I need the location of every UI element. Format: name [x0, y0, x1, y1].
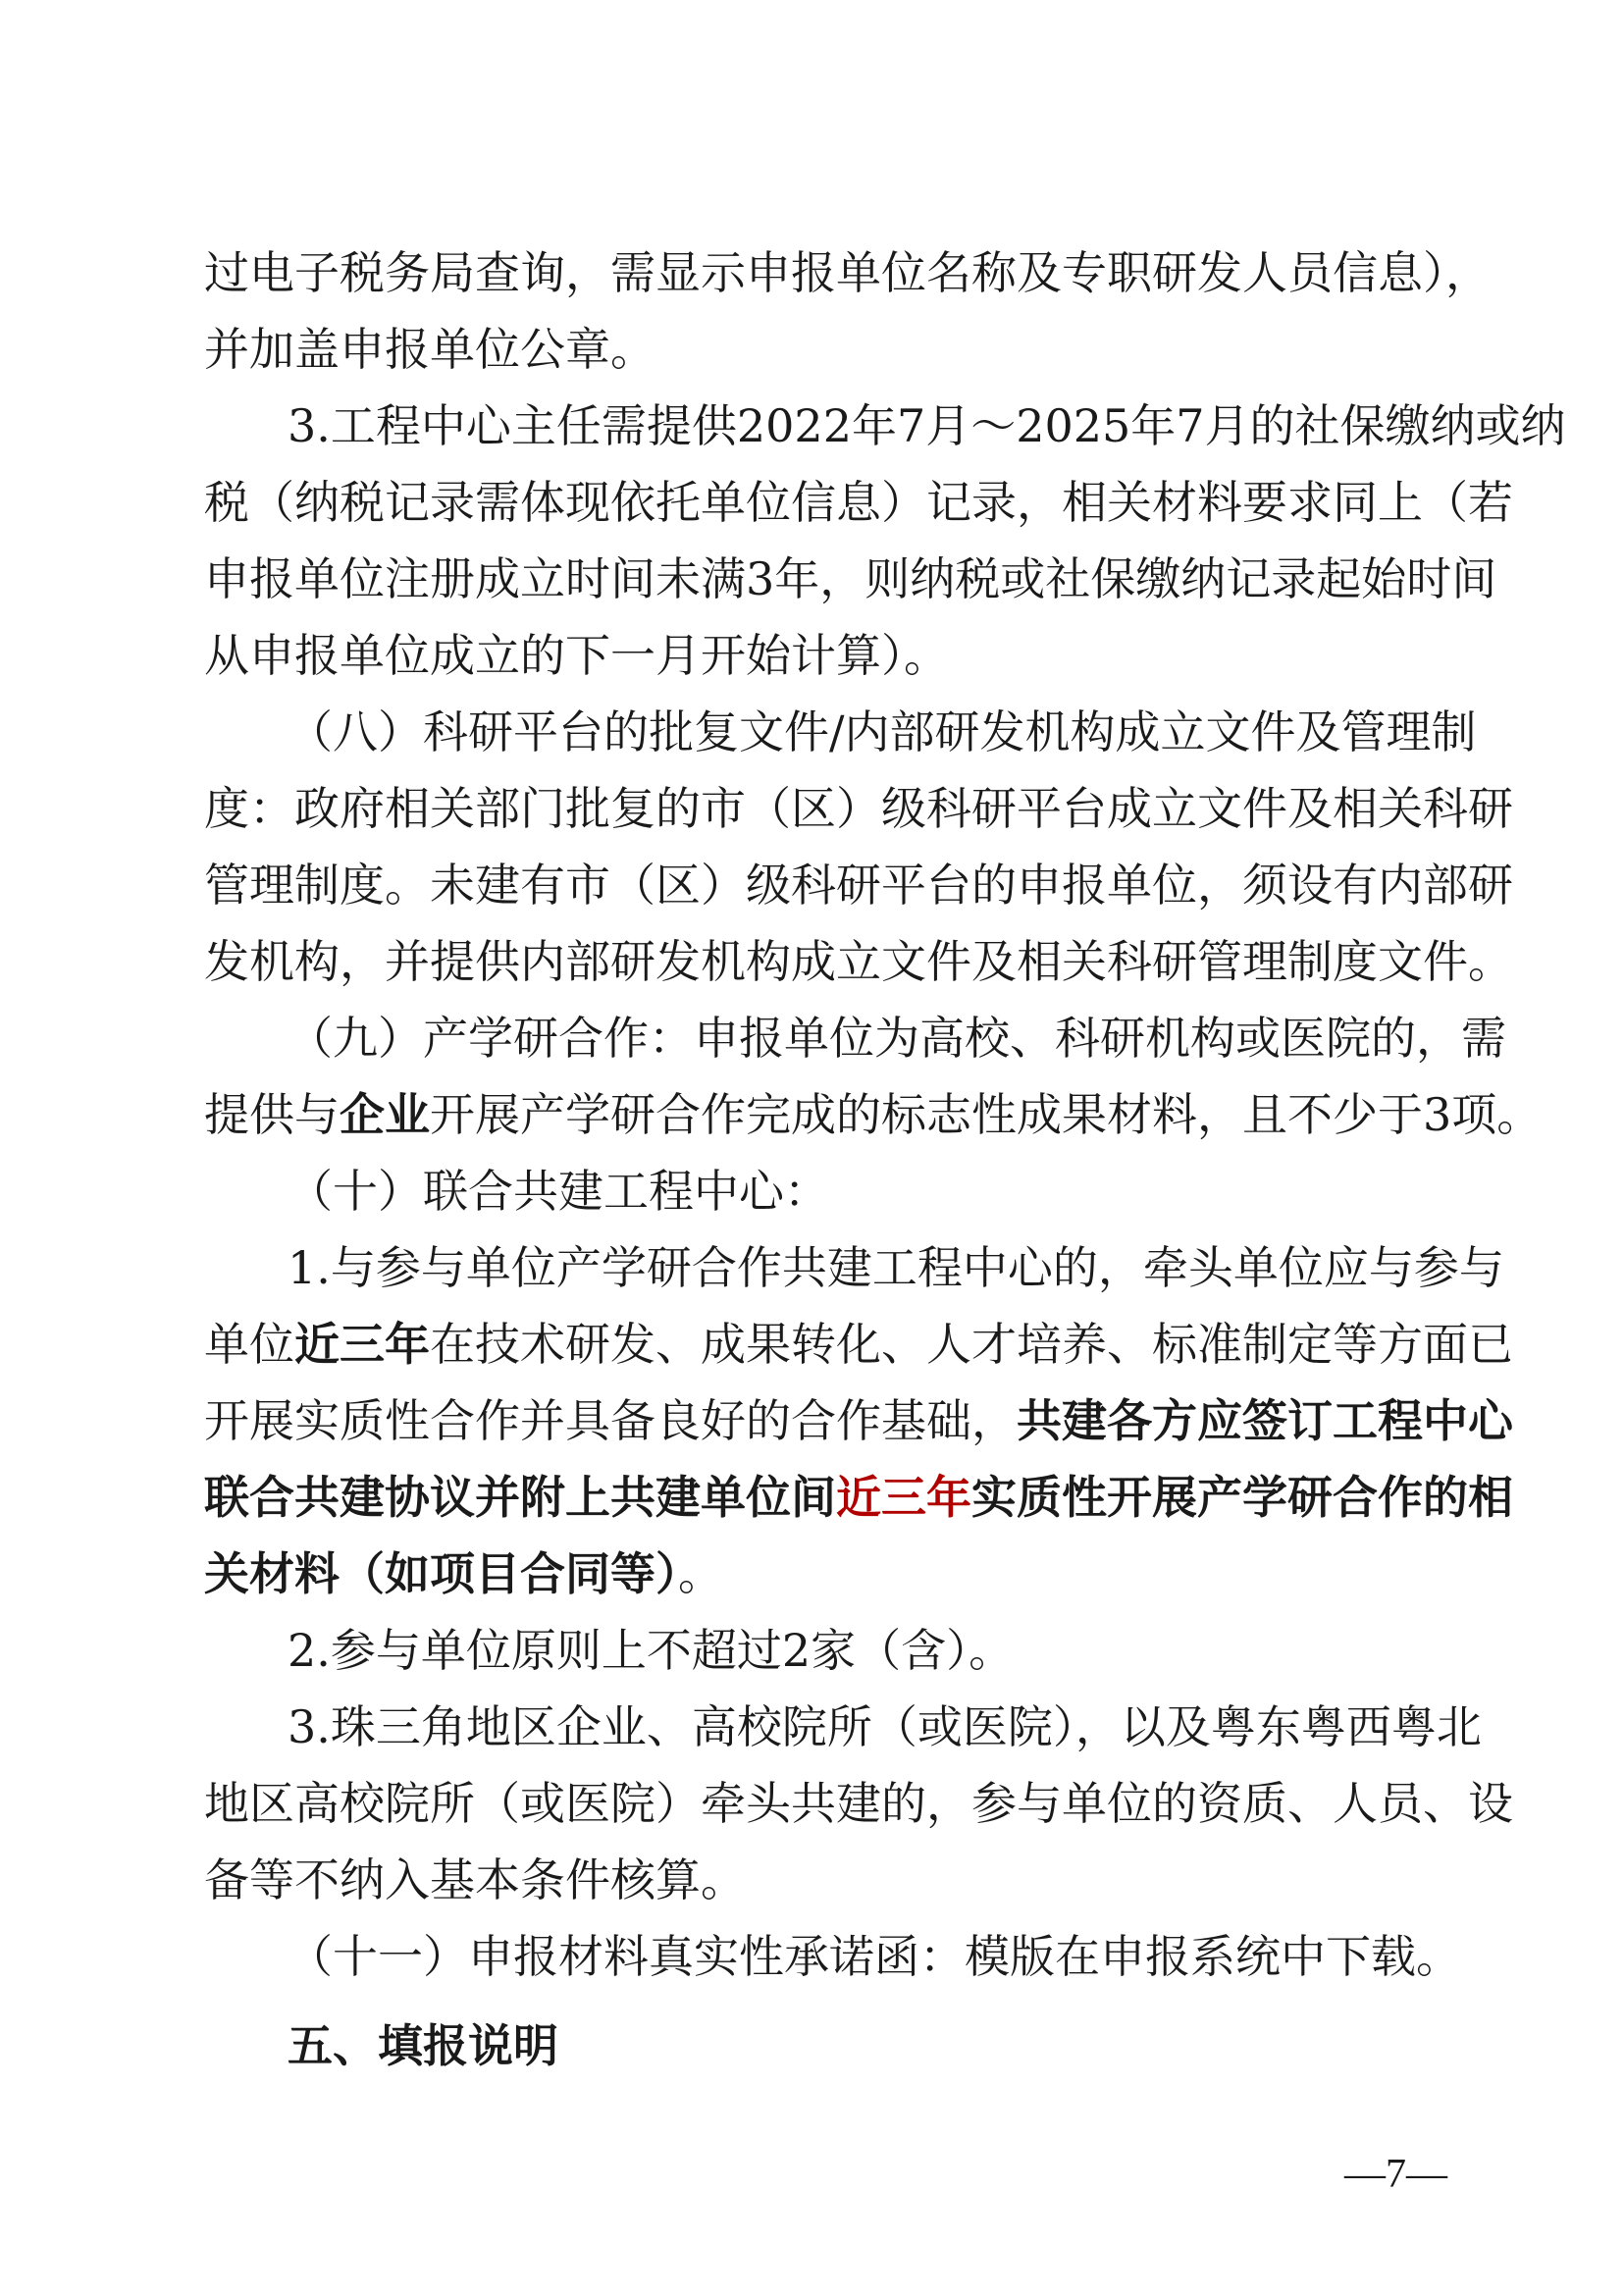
text-line: 申报单位注册成立时间未满3年，则纳税或社保缴纳记录起始时间 — [204, 552, 1497, 605]
text-line: 从申报单位成立的下一月开始计算）。 — [204, 629, 949, 682]
text-line: 并加盖申报单位公章。 — [204, 323, 655, 376]
text-segment-red: 近三年 — [836, 1471, 971, 1524]
text-line — [204, 1394, 1513, 1447]
text-line: 过电子税务局查询，需显示申报单位名称及专职研发人员信息）， — [204, 246, 1491, 299]
text-segment: 提供与 — [204, 1088, 340, 1141]
text-line: 1.与参与单位产学研合作共建工程中心的，牵头单位应与参与 — [288, 1241, 1504, 1294]
text-line: 3.珠三角地区企业、高校院所（或医院），以及粤东粤西粤北 — [288, 1700, 1482, 1753]
text-segment: 单位 — [204, 1318, 294, 1371]
text-line: （九）产学研合作：申报单位为高校、科研机构或医院的，需 — [288, 1012, 1506, 1065]
text-line — [204, 1318, 1513, 1371]
text-line: 3.工程中心主任需提供2022年7月～2025年7月的社保缴纳或纳 — [288, 399, 1566, 452]
text-line — [204, 1547, 1470, 1600]
text-line: 发机构，并提供内部研发机构成立文件及相关科研管理制度文件。 — [204, 935, 1513, 988]
text-line — [204, 1471, 1513, 1524]
text-line: 地区高校院所（或医院）牵头共建的，参与单位的资质、人员、设 — [204, 1777, 1513, 1830]
text-line: （十一）申报材料真实性承诺函：模版在申报系统中下载。 — [288, 1930, 1461, 1983]
section-heading: 五、填报说明 — [288, 2019, 558, 2072]
text-segment-bold: 联合共建协议并附上共建单位间 — [204, 1471, 836, 1524]
text-segment: 在技术研发、成果转化、人才培养、标准制定等方面已 — [430, 1318, 1513, 1371]
text-line: 备等不纳入基本条件核算。 — [204, 1853, 746, 1906]
text-segment-bold: 共建各方应签订工程中心 — [1017, 1394, 1513, 1447]
text-line: 2.参与单位原则上不超过2家（含）。 — [288, 1624, 1015, 1677]
text-line — [204, 1088, 1543, 1141]
text-line: 度：政府相关部门批复的市（区）级科研平台成立文件及相关科研 — [204, 782, 1513, 835]
text-line: （八）科研平台的批复文件/内部研发机构成立文件及管理制 — [288, 705, 1477, 758]
text-line: 税（纳税记录需体现依托单位信息）记录，相关材料要求同上（若 — [204, 476, 1513, 529]
text-line: 管理制度。未建有市（区）级科研平台的申报单位，须设有内部研 — [204, 859, 1513, 912]
text-line: （十）联合共建工程中心： — [288, 1165, 829, 1218]
text-segment: 。 — [678, 1547, 723, 1600]
text-segment: 开展产学研合作完成的标志性成果材料，且不少于3项。 — [430, 1088, 1543, 1141]
text-segment-bold: 关材料（如项目合同等） — [204, 1547, 678, 1600]
text-segment-bold: 近三年 — [294, 1318, 430, 1371]
text-segment-bold: 企业 — [340, 1088, 430, 1141]
text-segment: 开展实质性合作并具备良好的合作基础， — [204, 1394, 1017, 1447]
page-number: —7— — [1344, 2152, 1447, 2197]
text-segment-bold: 实质性开展产学研合作的相 — [971, 1471, 1513, 1524]
